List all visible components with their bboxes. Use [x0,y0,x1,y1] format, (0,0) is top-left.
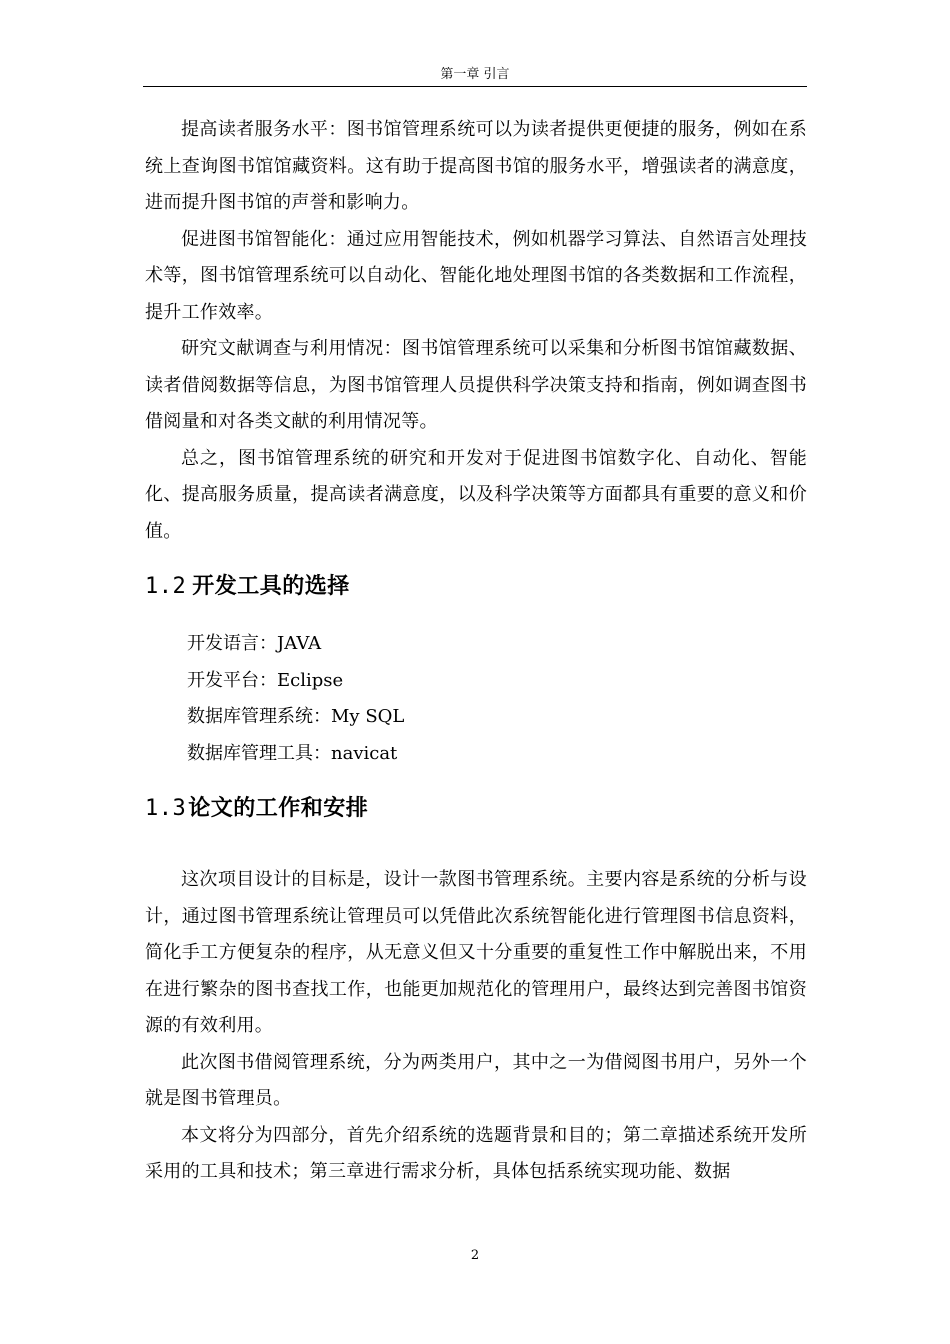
paragraph-goal: 这次项目设计的目标是，设计一款图书管理系统。主要内容是系统的分析与设计，通过图书管理系统让管理员可以凭借此次系统智能化进行管理图书信息资料，简化手工方便复杂的程序，从无意义但又十分重要的重复性工作中解脱出来，不用在进行繁杂的图书查找工作，也能更加规范化的管理用户，最终达到完善图书馆资源的有效利用。 [145,869,807,1036]
page-number: 2 [470,1248,480,1263]
tool-item-language: 开发语言：JAVA [187,633,322,654]
paragraph-intelligence: 促进图书馆智能化：通过应用智能技术，例如机器学习算法、自然语言处理技术等，图书馆管理系统可以自动化、智能化地处理图书馆的各类数据和工作流程，提升工作效率。 [145,228,807,323]
section-heading-1-2 [145,572,807,602]
section-heading-1-3 [145,794,807,824]
paragraph-research: 研究文献调查与利用情况：图书馆管理系统可以采集和分析图书馆馆藏数据、读者借阅数据等信息，为图书馆管理人员提供科学决策支持和指南，例如调查图书借阅量和对各类文献的利用情况等。 [145,338,807,432]
section-number: 1.2 [145,574,187,599]
tool-item-platform: 开发平台：Eclipse [187,669,344,691]
paragraph-service: 提高读者服务水平：图书馆管理系统可以为读者提供更便捷的服务，例如在系统上查询图书馆馆藏资料。这有助于提高图书馆的服务水平，增强读者的满意度，进而提升图书馆的声誉和影响力。 [145,119,807,213]
tool-list [145,626,807,772]
paragraph-summary: 总之，图书馆管理系统的研究和开发对于促进图书馆数字化、自动化、智能化、提高服务质量，提高读者满意度，以及科学决策等方面都具有重要的意义和价值。 [145,447,807,542]
section-title: 论文的工作和安排 [188,796,369,821]
section-title: 开发工具的选择 [192,574,350,599]
page-body [145,112,807,1191]
running-header: 第一章 引言 [143,64,807,87]
paragraph-structure: 本文将分为四部分，首先介绍系统的选题背景和目的；第二章描述系统开发所采用的工具和技术；第三章进行需求分析，具体包括系统实现功能、数据 [145,1124,807,1182]
tool-item-dbms: 数据库管理系统：My SQL [187,706,405,727]
section-number: 1.3 [145,796,187,821]
paragraph-users: 此次图书借阅管理系统，分为两类用户，其中之一为借阅图书用户，另外一个就是图书管理员。 [145,1051,807,1109]
tool-item-dbtool: 数据库管理工具：navicat [187,742,398,764]
